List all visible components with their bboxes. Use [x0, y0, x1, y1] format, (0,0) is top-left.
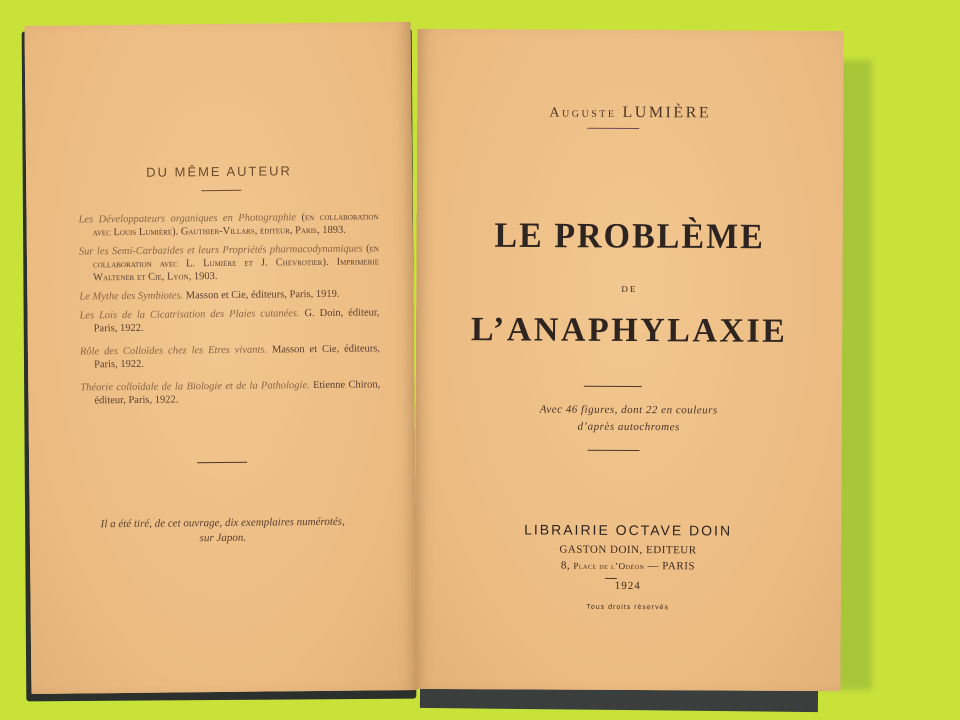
- work-item: Théorie colloïdale de la Biologie et de la Pathologie. Etienne Chiron, éditeur, Paris, 1922.: [80, 379, 381, 407]
- work-item: Les Développateurs organiques en Photographie (en collaboration avec Louis Lumière). Gauthier-Villars, éditeur, Paris, 1893.: [78, 211, 379, 239]
- editor-name: GASTON DOIN, EDITEUR: [559, 543, 697, 557]
- author-name: Auguste LUMIÈRE: [549, 103, 712, 122]
- work-item: Sur les Semi-Carbazides et leurs Propriétés pharmacodynamiques (en collaboration avec L. Lumière et J. Chevrotier). Imprimerie Waltener et Cie, Lyon, 1903.: [78, 243, 380, 284]
- work-item: Le Mythe des Symbiotes. Masson et Cie, éditeurs, Paris, 1919.: [79, 288, 340, 303]
- figures-rule: [588, 450, 640, 451]
- title-connector: DE: [621, 283, 638, 295]
- author-rule: [587, 128, 639, 129]
- publisher-name: LIBRAIRIE OCTAVE DOIN: [524, 521, 733, 539]
- title-rule: [584, 386, 642, 387]
- left-page: [25, 22, 418, 694]
- other-works-list: [78, 210, 380, 413]
- work-item: Les Lois de la Cicatrisation des Plaies cutanées. G. Doin, éditeur, Paris, 1922.: [79, 307, 380, 335]
- other-works-heading: DU MÊME AUTEUR: [146, 163, 292, 180]
- publication-year: 1924: [614, 579, 641, 593]
- heading-rule: [201, 190, 241, 191]
- title-line-2: L’ANAPHYLAXIE: [470, 311, 788, 350]
- work-item: Rôle des Colloïdes chez les Etres vivants. Masson et Cie, éditeurs, Paris, 1922.: [79, 343, 380, 371]
- figures-note: Avec 46 figures, dont 22 en couleurs d’après autochromes: [539, 403, 718, 434]
- rights-notice: Tous droits réservés: [586, 603, 670, 612]
- year-rule: [605, 578, 617, 579]
- title-page: [414, 29, 843, 691]
- publisher-address: 8, Place de l’Odéon — PARIS: [560, 559, 696, 573]
- divider-rule: [197, 462, 247, 464]
- limited-edition-note: Il a été tiré, de cet ouvrage, dix exemplaires numérotés, sur Japon.: [100, 515, 345, 545]
- title-line-1: LE PROBLÈME: [494, 216, 765, 257]
